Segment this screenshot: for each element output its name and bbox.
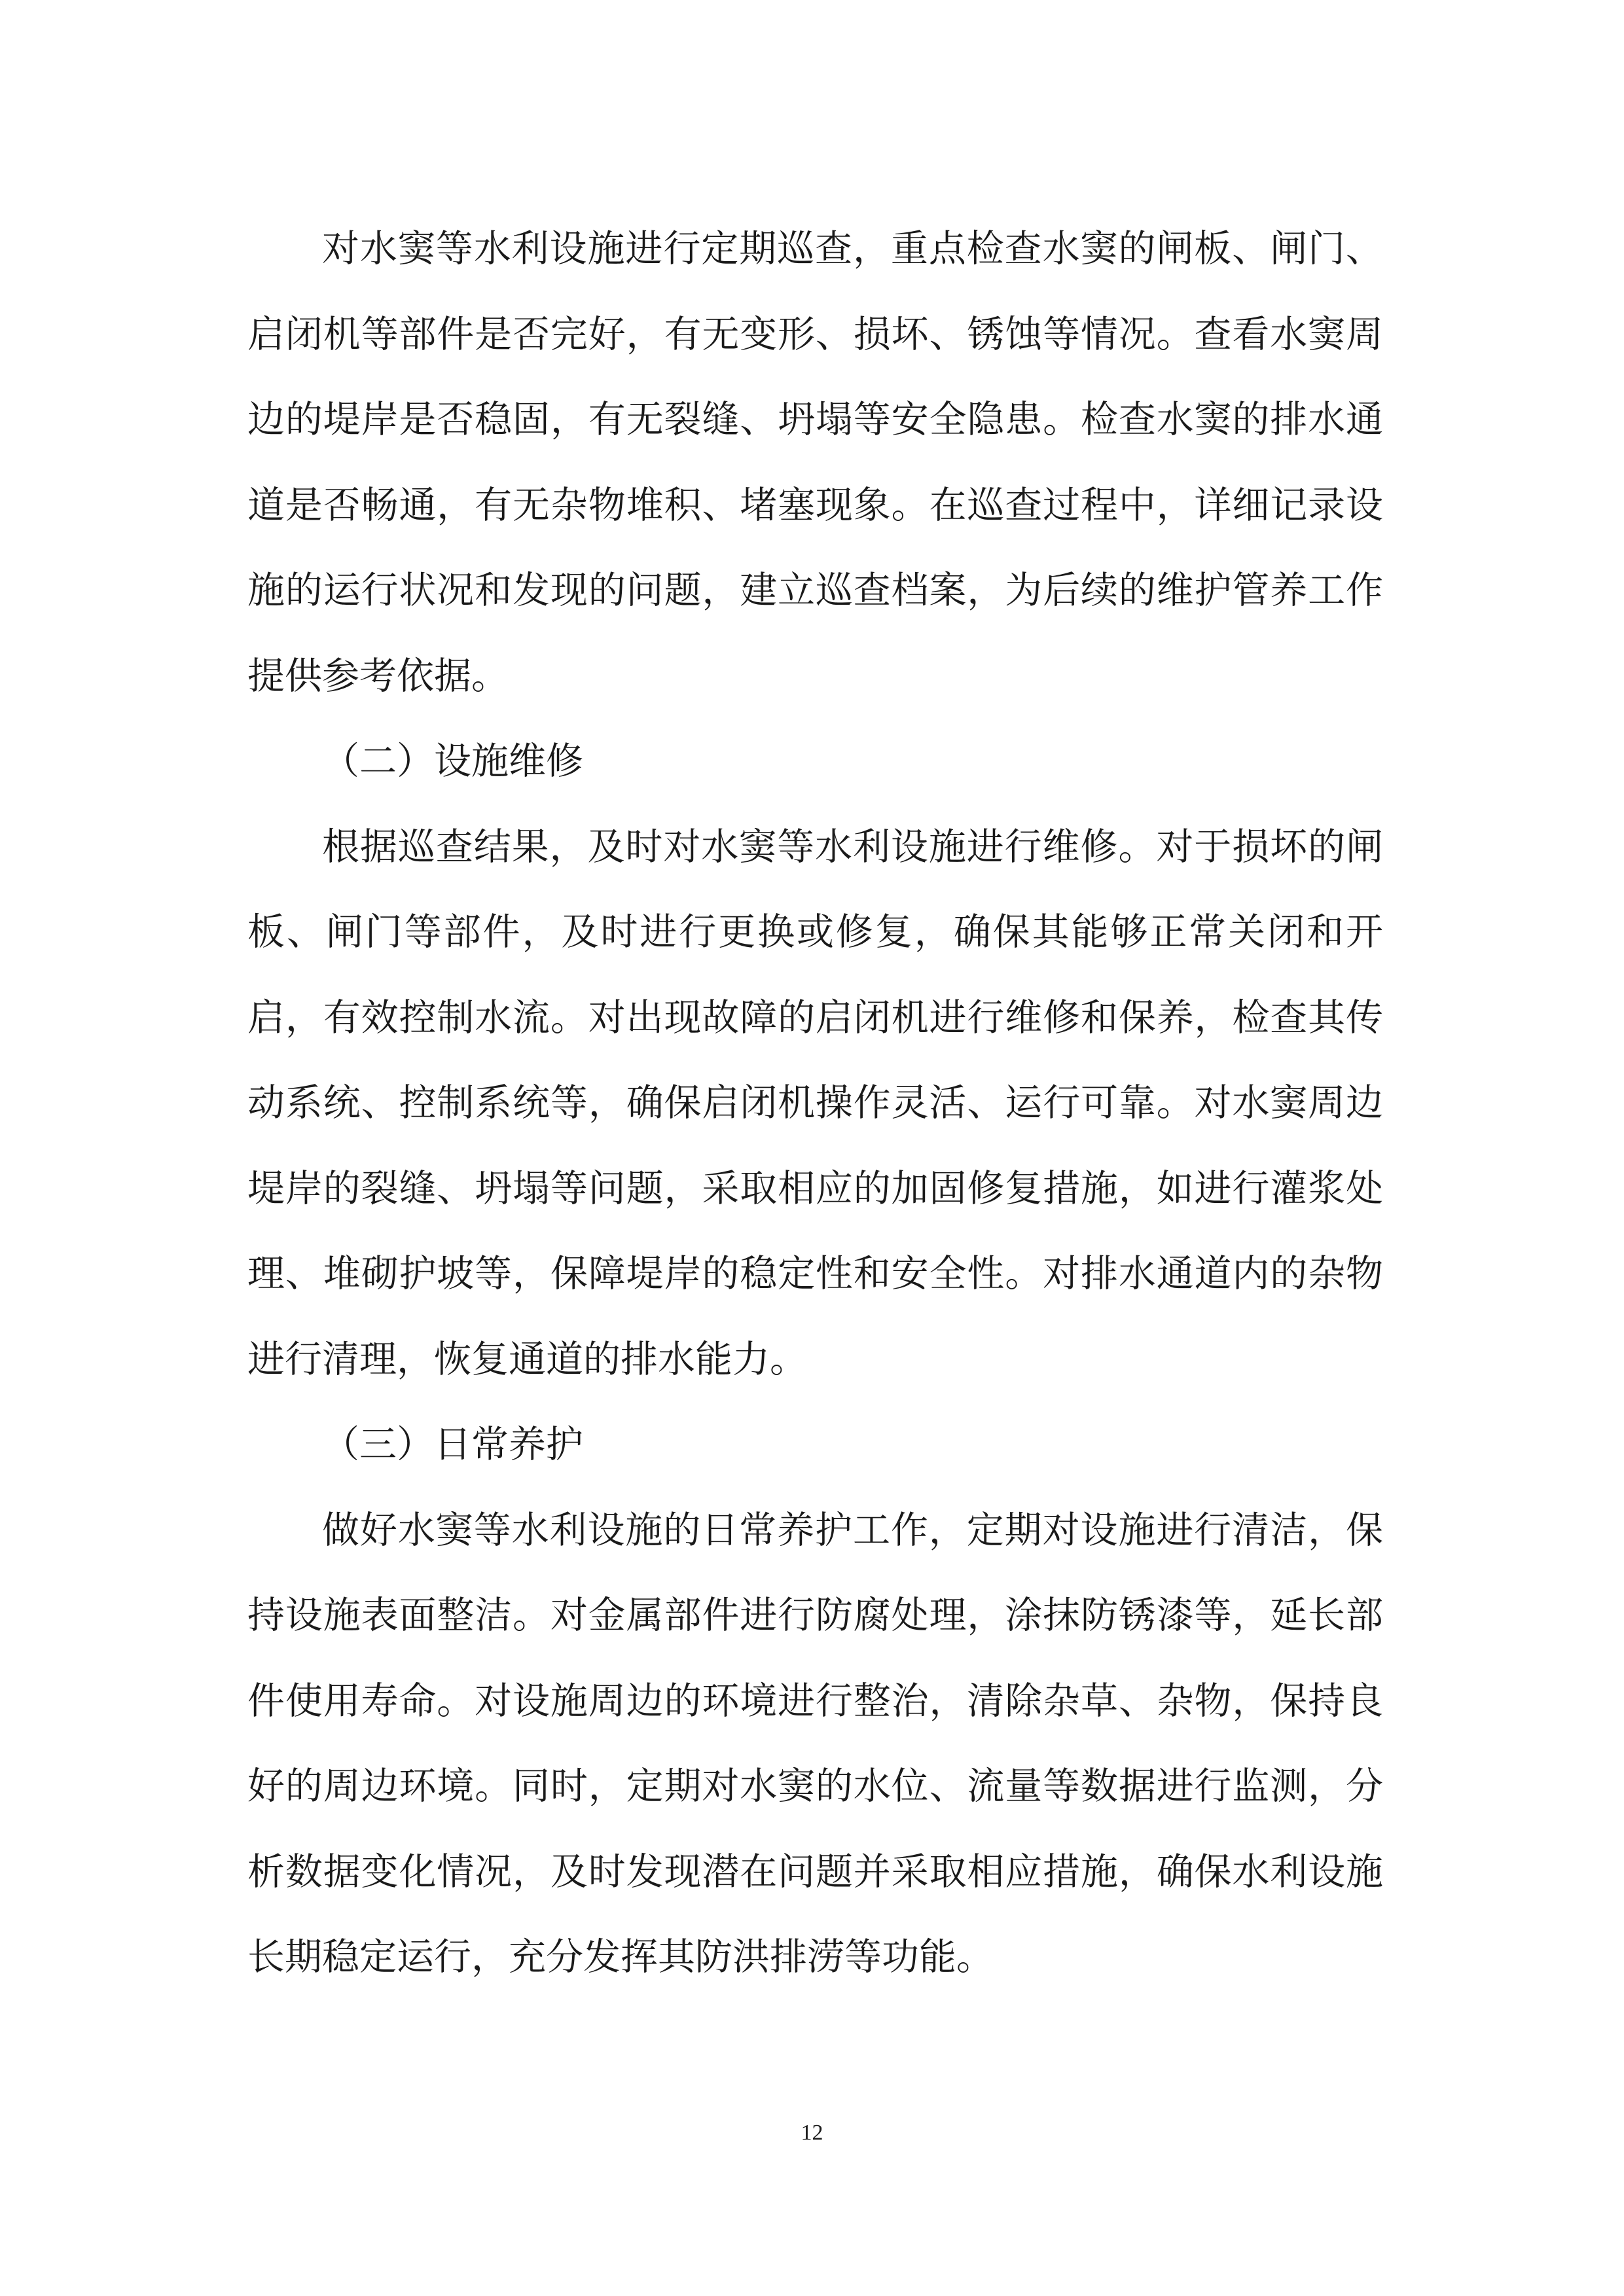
paragraph-repair: 根据巡查结果，及时对水窦等水利设施进行维修。对于损坏的闸板、闸门等部件，及时进行更换或修复，确保其能够正常关闭和开启，有效控制水流。对出现故障的启闭机进行维修和保养，检查其传动系统、控制系统等，确保启闭机操作灵活、运行可靠。对水窦周边堤岸的裂缝、坍塌等问题，采取相应的加固修复措施，如进行灌浆处理、堆砌护坡等，保障堤岸的稳定性和安全性。对排水通道内的杂物进行清理，恢复通道的排水能力。 [247, 825, 1383, 1381]
document-body [247, 206, 1383, 2000]
page-number: 12 [801, 2121, 823, 2145]
paragraph-inspection: 对水窦等水利设施进行定期巡查，重点检查水窦的闸板、闸门、启闭机等部件是否完好，有无变形、损坏、锈蚀等情况。查看水窦周边的堤岸是否稳固，有无裂缝、坍塌等安全隐患。检查水窦的排水通道是否畅通，有无杂物堆积、堵塞现象。在巡查过程中，详细记录设施的运行状况和发现的问题，建立巡查档案，为后续的维护管养工作提供参考依据。 [247, 227, 1383, 698]
section-heading-facility-repair: （二）设施维修 [322, 740, 583, 783]
section-heading-daily-maintenance: （三）日常养护 [322, 1423, 583, 1466]
paragraph-maintenance: 做好水窦等水利设施的日常养护工作，定期对设施进行清洁，保持设施表面整洁。对金属部件进行防腐处理，涂抹防锈漆等，延长部件使用寿命。对设施周边的环境进行整治，清除杂草、杂物，保持良好的周边环境。同时，定期对水窦的水位、流量等数据进行监测，分析数据变化情况，及时发现潜在问题并采取相应措施，确保水利设施长期稳定运行，充分发挥其防洪排涝等功能。 [247, 1508, 1383, 1979]
